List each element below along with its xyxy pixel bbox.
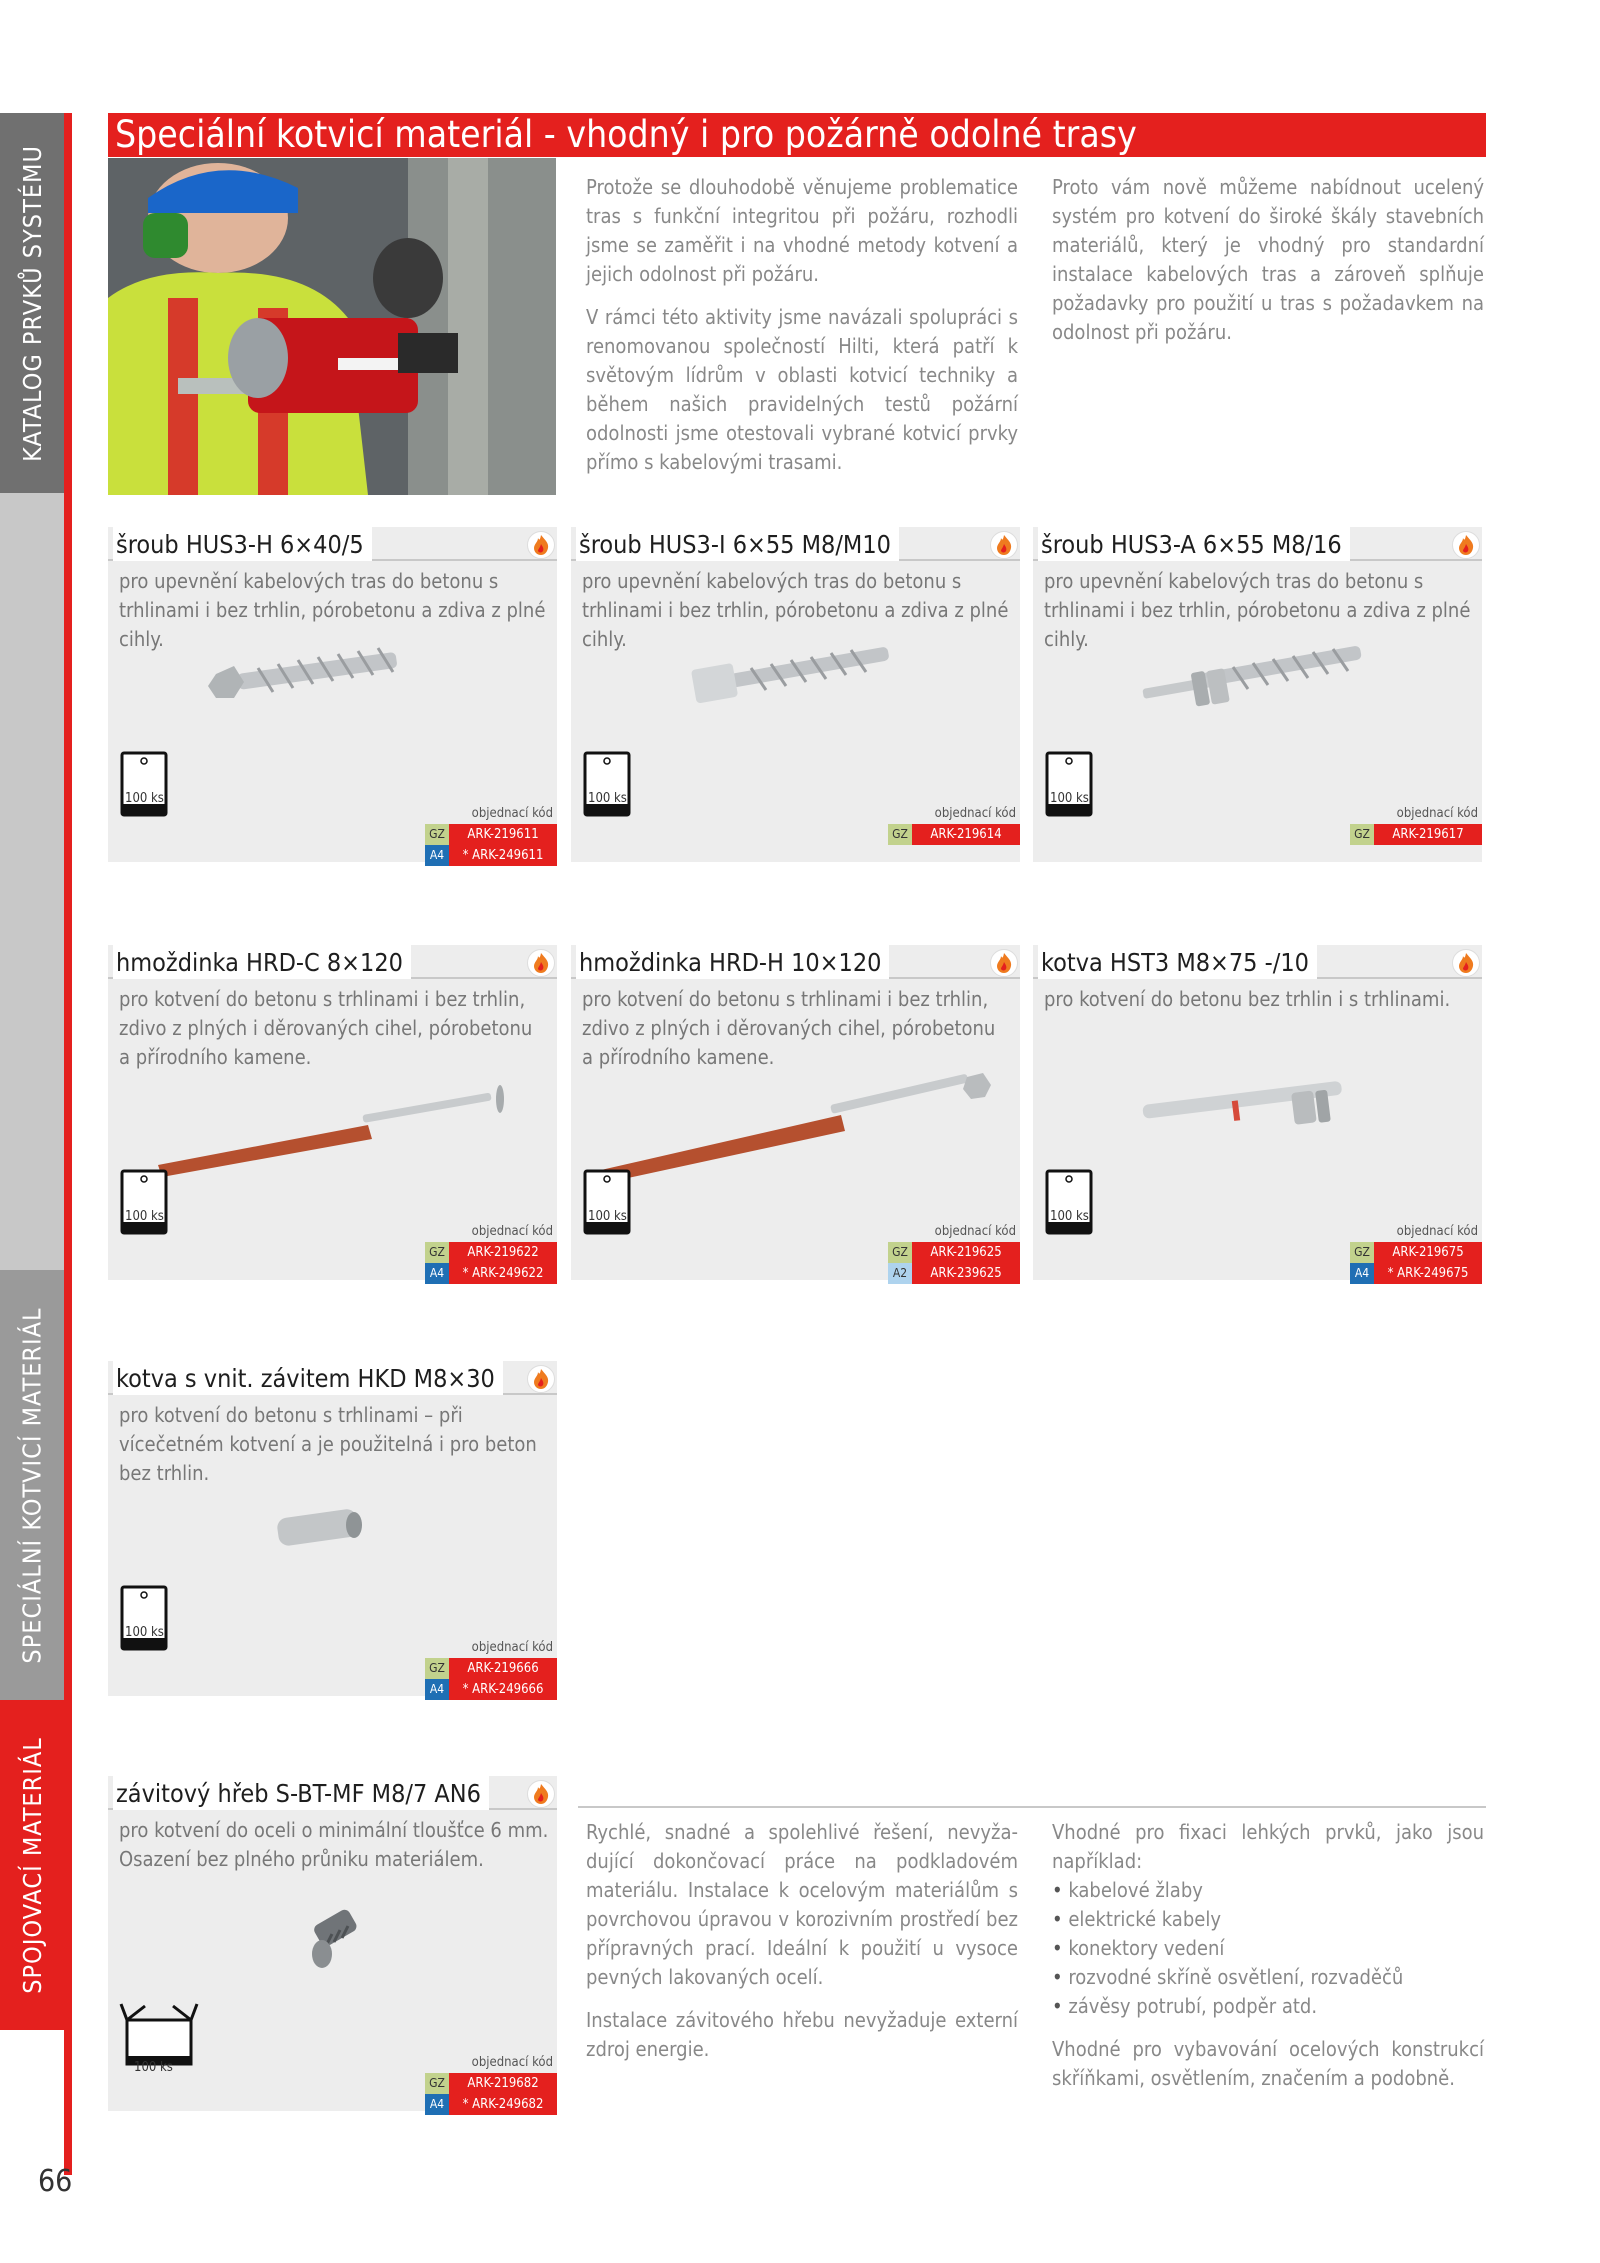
card-header [1033,527,1482,561]
bag-icon [582,749,632,819]
product-image-drop-in-anchor-hkd [268,1501,388,1571]
order-code[interactable]: ARK-219614 [912,824,1020,845]
pack-size-label: 100 ks [125,791,164,806]
fire-icon [1452,949,1480,977]
product-card[interactable] [1033,527,1482,862]
order-code-row [425,2073,557,2094]
card-header [108,1361,557,1395]
product-image-screw-threaded-rod [1133,627,1453,767]
stud-description: Rychlé, snadné a spolehlivé řešení, nevyžadující dokončovací práce na podkladovém materiálu. Instalace k ocelovým materiálům s povrchovou úpravou v korozivním prostředí bez přípravných prací. Ideální k použití u vysoce pevných lakovaných ocelí. [586,1820,1018,1989]
product-image-wedge-anchor-hst3 [1133,1065,1453,1155]
product-description: pro kotvení do betonu s trhlinami i bez trhlin, zdivo z plných i děrovaných cihel, pórobetonu a přírodního kamene. [582,987,996,1069]
fire-icon [1452,531,1480,559]
product-title: šroub HUS3-I 6×55 M8/M10 [576,527,899,561]
pack-size-label: 100 ks [125,1625,164,1640]
pack-size-label: 100 ks [1050,1209,1089,1224]
order-code-label: objednací kód [471,1640,553,1655]
order-code-row [888,824,1020,845]
fire-icon [990,949,1018,977]
product-description: pro kotvení do betonu s trhlinami – při vícečetném kotvení a je použitelná i pro beton bez trhlin. [119,1403,537,1485]
bag-icon [119,1583,169,1653]
finish-tag: A4 [425,1679,449,1700]
hero-photo-worker-drilling [108,158,556,495]
product-image-frame-anchor-hrd-h [591,1065,1011,1185]
finish-tag: A4 [425,2094,449,2115]
intro-column-1 [586,173,1018,491]
section-divider [578,1806,1486,1808]
product-card[interactable] [108,1776,557,2111]
finish-tag: A4 [1350,1263,1374,1284]
bag-icon [119,749,169,819]
product-title: kotva s vnit. závitem HKD M8×30 [113,1361,503,1395]
order-code[interactable]: ARK-219666 [449,1658,557,1679]
usage-list-item: • konektory vedení [1052,1934,1484,1963]
fire-icon [527,1365,555,1393]
finish-tag: A4 [425,1263,449,1284]
finish-tag: GZ [425,824,449,845]
bottom-column-2 [1052,1818,1484,2107]
fire-icon [990,531,1018,559]
order-code[interactable]: * ARK-249675 [1374,1263,1482,1284]
order-code-row [425,845,557,866]
pack-size-label: 100 ks [1050,791,1089,806]
product-description: pro kotvení do betonu s trhlinami i bez trhlin, zdivo z plných i děrovaných cihel, pórobetonu a přírodního kamene. [119,987,533,1069]
fire-icon [527,949,555,977]
bottom-column-1 [586,1818,1018,2078]
product-description: pro upevnění kabelových tras do betonu s trhlinami i bez trhlin, pórobetonu a zdiva z plné cihly. [1044,569,1471,651]
finish-tag: GZ [425,2073,449,2094]
sidebar-accent-line [64,113,72,2175]
product-title: šroub HUS3-H 6×40/5 [113,527,372,561]
finish-tag: GZ [1350,1242,1374,1263]
order-code-row [425,1658,557,1679]
product-image-screw-internal-thread [671,622,991,762]
card-header [108,527,557,561]
product-title: hmoždinka HRD-C 8×120 [113,945,411,979]
order-code-label: objednací kód [471,1224,553,1239]
usage-note: Vhodné pro vybavování ocelových konstrukcí skříňkami, osvětlením, značením a podobně. [1052,2037,1484,2090]
fire-icon [527,1780,555,1808]
order-code[interactable]: * ARK-249666 [449,1679,557,1700]
product-description: pro kotvení do betonu bez trhlin i s trhlinami. [1044,987,1451,1011]
bag-icon [1044,749,1094,819]
intro-paragraph: V rámci této aktivity jsme navázali spolupráci s renomovanou společností Hilti, která patří k světovým lídrům v oblasti kotvicí techniky a během našich pravidelných testů požární odolnosti jsme otestovali vybrané kotvicí prvky přímo s kabelovými trasami. [586,305,1018,474]
product-card[interactable] [108,1361,557,1696]
sidebar-tab-catalog[interactable] [0,113,64,493]
order-code-label: objednací kód [934,806,1016,821]
usage-list-item: • kabelové žlaby [1052,1876,1484,1905]
pack-size-label: 100 ks [588,1209,627,1224]
card-header [571,945,1020,979]
order-code[interactable]: ARK-219617 [1374,824,1482,845]
order-code-row [888,1263,1020,1284]
product-title: kotva HST3 M8×75 -/10 [1038,945,1317,979]
card-header [108,1776,557,1810]
order-code-label: objednací kód [934,1224,1016,1239]
product-image-threaded-stud [298,1906,398,1986]
intro-paragraph: Protože se dlouhodobě věnujeme problematice tras s funkční integritou při požáru, rozhodli jsme se zaměřit i na vhodné metody kotvení a jejich odolnost při požáru. [586,175,1018,286]
product-title: šroub HUS3-A 6×55 M8/16 [1038,527,1350,561]
product-description: pro upevnění kabelových tras do betonu s trhlinami i bez trhlin, pórobetonu a zdiva z plné cihly. [582,569,1009,651]
intro-paragraph: Proto vám nově můžeme nabídnout ucelený systém pro kotvení do široké škály stavebních materiálů, který je vhodný pro standardní instalace kabelových tras a zároveň splňuje požadavky pro použití u tras s požadavkem na odolnost při požáru. [1052,175,1484,344]
finish-tag: A2 [888,1263,912,1284]
order-code-label: objednací kód [1396,806,1478,821]
product-card[interactable] [108,527,557,862]
fire-icon [527,531,555,559]
order-code[interactable]: ARK-219611 [449,824,557,845]
bag-icon [119,1167,169,1237]
sidebar-tab-catalog-label: KATALOG PRVKŮ SYSTÉMU [17,144,47,462]
order-code[interactable]: ARK-239625 [912,1263,1020,1284]
product-title: hmoždinka HRD-H 10×120 [576,945,889,979]
order-code-row [1350,824,1482,845]
order-code-label: objednací kód [471,806,553,821]
card-header [571,527,1020,561]
intro-column-2 [1052,173,1484,361]
finish-tag: GZ [888,1242,912,1263]
finish-tag: A4 [425,845,449,866]
product-card[interactable] [571,527,1020,862]
order-code-row [425,1263,557,1284]
usage-list-item: • závěsy potrubí, podpěr atd. [1052,1992,1484,2021]
order-code-label: objednací kód [1396,1224,1478,1239]
pack-size-label: 100 ks [125,1209,164,1224]
product-card[interactable] [108,945,557,1280]
pack-size-label: 100 ks [588,791,627,806]
order-code-row [1350,1242,1482,1263]
product-image-frame-anchor-hrd-c [148,1085,548,1185]
order-code-row [1350,1263,1482,1284]
order-code[interactable]: * ARK-249622 [449,1263,557,1284]
stud-description: Instalace závitového hřebu nevyžaduje externí zdroj energie. [586,2008,1018,2061]
page-number: 66 [38,2164,73,2199]
sidebar-tab-special[interactable] [0,1270,64,1700]
order-code-label: objednací kód [471,2055,553,2070]
usage-list-item: • elektrické kabely [1052,1905,1484,1934]
order-code[interactable]: ARK-219675 [1374,1242,1482,1263]
product-description: pro upevnění kabelových tras do betonu s trhlinami i bez trhlin, pórobetonu a zdiva z plné cihly. [119,569,546,651]
product-card[interactable] [571,945,1020,1280]
box-icon [119,1998,199,2068]
usage-intro: Vhodné pro fixaci lehkých prvků, jako jsou například: [1052,1820,1484,1873]
bag-icon [582,1167,632,1237]
page-title: Speciální kotvicí materiál - vhodný i pro požárně odolné trasy [115,113,1137,156]
product-description: pro kotvení do oceli o minimální tloušťce 6 mm. Osazení bez plného průniku materiálem. [119,1818,549,1871]
order-code[interactable]: ARK-219625 [912,1242,1020,1263]
card-header [1033,945,1482,979]
finish-tag: GZ [425,1658,449,1679]
order-code[interactable]: ARK-219622 [449,1242,557,1263]
order-code-row [425,1679,557,1700]
sidebar-tab-fastening[interactable] [0,1700,64,2030]
product-card[interactable] [1033,945,1482,1280]
finish-tag: GZ [425,1242,449,1263]
usage-list-item: • rozvodné skříně osvětlení, rozvaděčů [1052,1963,1484,1992]
sidebar-tab-special-label: SPECIÁLNÍ KOTVICÍ MATERIÁL [17,1306,47,1664]
pack-size-label: 100 ks [134,2060,173,2075]
section-header [108,113,1486,157]
finish-tag: GZ [1350,824,1374,845]
card-header [108,945,557,979]
order-code-row [425,1242,557,1263]
finish-tag: GZ [888,824,912,845]
sidebar-tab-fastening-label: SPOJOVACÍ MATERIÁL [17,1736,47,1994]
bag-icon [1044,1167,1094,1237]
order-code-row [425,2094,557,2115]
order-code-row [888,1242,1020,1263]
product-image-screw-hex-head [198,622,518,762]
order-code[interactable]: * ARK-249611 [449,845,557,866]
order-code[interactable]: * ARK-249682 [449,2094,557,2115]
order-code[interactable]: ARK-219682 [449,2073,557,2094]
order-code-row [425,824,557,845]
usage-list [1052,1876,1484,2021]
product-title: závitový hřeb S-BT-MF M8/7 AN6 [113,1776,489,1810]
